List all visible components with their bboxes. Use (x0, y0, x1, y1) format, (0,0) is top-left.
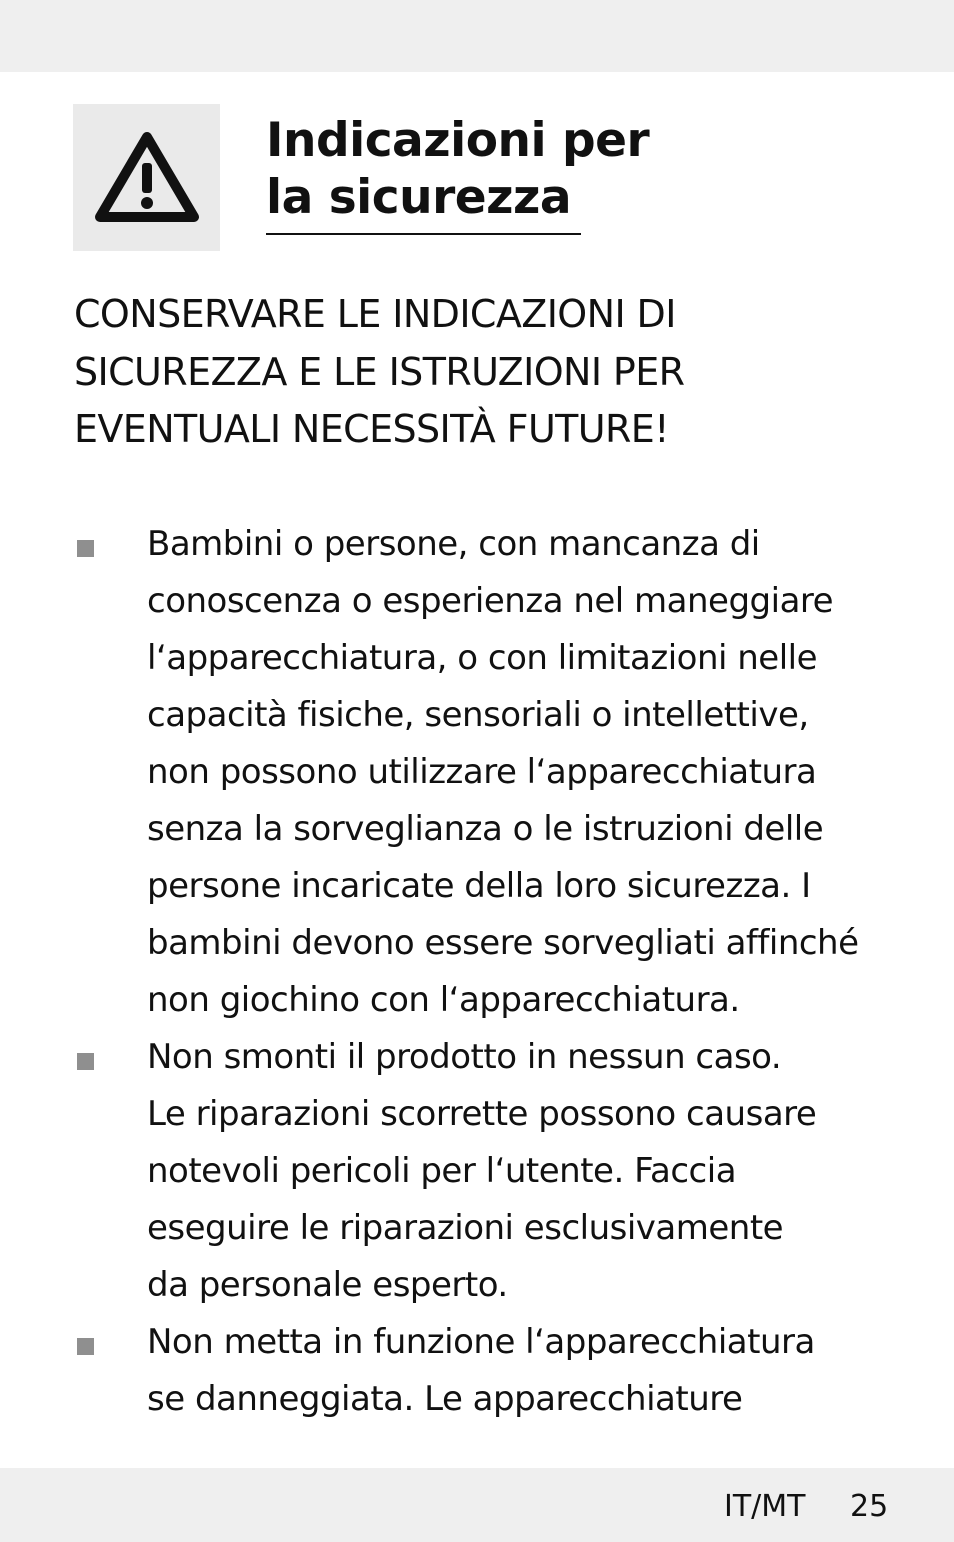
list-item-line: notevoli pericoli per l‘utente. Faccia (147, 1151, 737, 1191)
list-item-line: Bambini o persone, con mancanza di (147, 524, 760, 564)
section-title (266, 112, 649, 226)
footer-band (0, 1468, 954, 1542)
square-bullet-icon (77, 540, 94, 557)
list-item-line: Le riparazioni scorrette possono causare (147, 1094, 817, 1134)
footer-language-code: IT/MT (724, 1489, 806, 1524)
title-underline (266, 233, 581, 235)
list-item-line: conoscenza o esperienza nel maneggiare (147, 581, 834, 621)
list-item-line: capacità fisiche, sensoriali o intellettive, (147, 695, 809, 735)
warning-triangle-icon (93, 130, 201, 226)
safety-instructions-list (74, 516, 894, 1428)
list-item (74, 516, 894, 1029)
list-item-line: Non smonti il prodotto in nessun caso. (147, 1037, 782, 1077)
list-item-line: l‘apparecchiatura, o con limitazioni nelle (147, 638, 818, 678)
warning-icon-box (73, 104, 220, 251)
list-item-line: senza la sorveglianza o le istruzioni delle (147, 809, 824, 849)
safety-notice-line: CONSERVARE LE INDICAZIONI DI (74, 292, 676, 336)
list-item-line: Non metta in funzione l‘apparecchiatura (147, 1322, 815, 1362)
page-number: 25 (850, 1489, 889, 1524)
list-item-line: non possono utilizzare l‘apparecchiatura (147, 752, 817, 792)
square-bullet-icon (77, 1053, 94, 1070)
list-item (74, 1314, 894, 1428)
top-margin-band (0, 0, 954, 72)
list-item-line: persone incaricate della loro sicurezza. I (147, 866, 811, 906)
list-item-line: non giochino con l‘apparecchiatura. (147, 980, 740, 1020)
list-item-line: se danneggiata. Le apparecchiature (147, 1379, 743, 1419)
list-item-line: da personale esperto. (147, 1265, 508, 1305)
list-item (74, 1029, 894, 1314)
section-title-line: la sicurezza (266, 170, 572, 225)
safety-notice-line: EVENTUALI NECESSITÀ FUTURE! (74, 407, 669, 451)
square-bullet-icon (77, 1338, 94, 1355)
safety-notice (74, 286, 684, 459)
safety-notice-line: SICUREZZA E LE ISTRUZIONI PER (74, 349, 685, 394)
list-item-line: eseguire le riparazioni esclusivamente (147, 1208, 784, 1248)
section-title-line: Indicazioni per (266, 113, 650, 168)
list-item-line: bambini devono essere sorvegliati affinché (147, 923, 859, 963)
